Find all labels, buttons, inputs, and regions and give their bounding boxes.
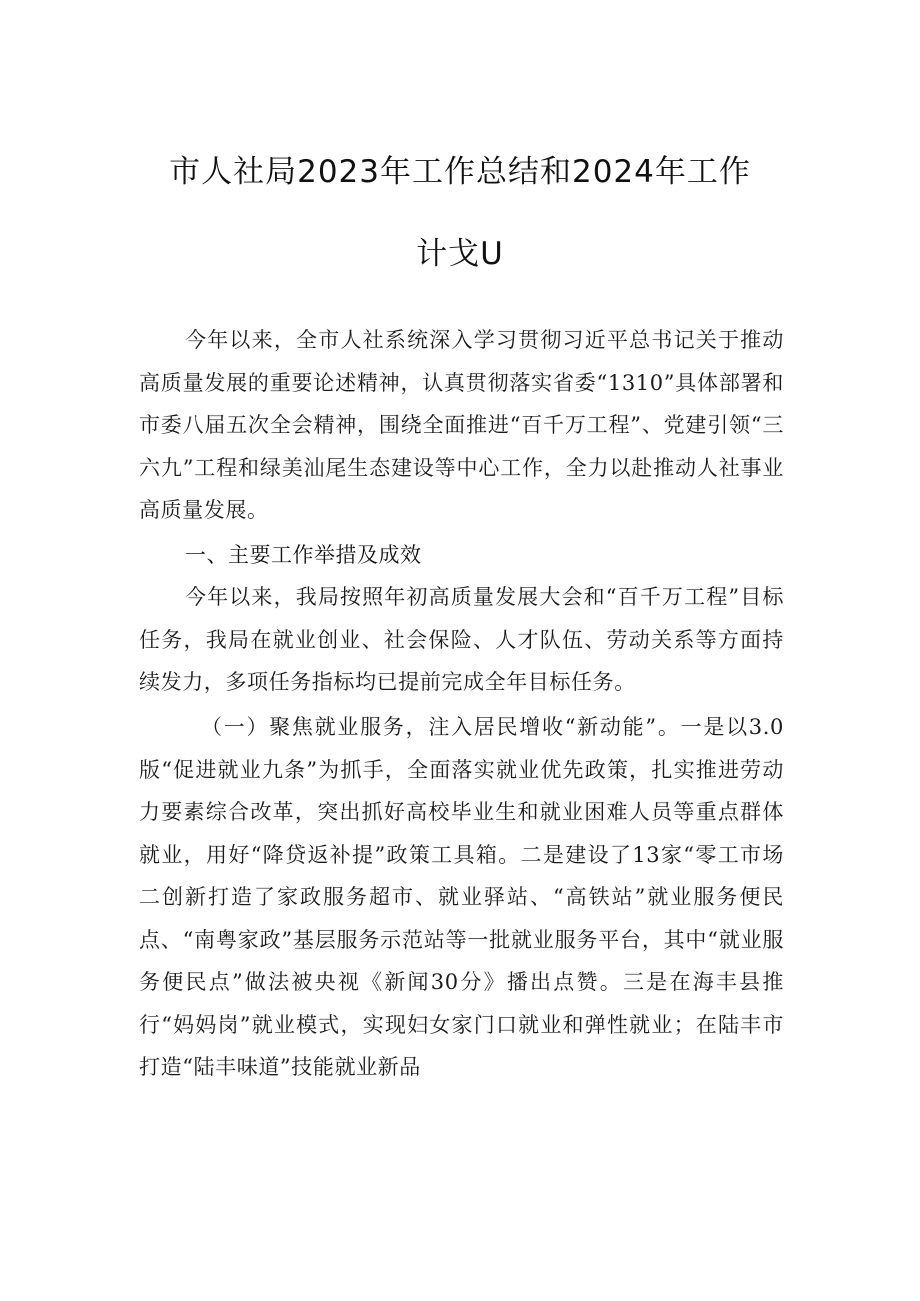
section-1-paragraph: 今年以来，我局按照年初高质量发展大会和“百千万工程”目标任务，我局在就业创业、社会保险、人才队伍、劳动关系等方面持续发力，多项任务指标均已提前完成全年目标任务。 xyxy=(139,585,784,694)
intro-paragraph-block xyxy=(139,319,784,532)
subsection-1-paragraph-block xyxy=(139,706,784,1089)
section-1-heading: 一、主要工作举措及成效 xyxy=(185,543,422,567)
document-title-line-2: 计戈U xyxy=(416,236,504,272)
intro-paragraph: 今年以来，全市人社系统深入学习贯彻习近平总书记关于推动高质量发展的重要论述精神，认真贯彻落实省委“1310”具体部署和市委八届五次全会精神，围绕全面推进“百千万工程”、党建引领“三六九”工程和绿美汕尾生态建设等中心工作，全力以赴推动人社事业高质量发展。 xyxy=(139,328,784,522)
subsection-1-paragraph: （一）聚焦就业服务，注入居民增收“新动能”。一是以3.0版“促进就业九条”为抓手，全面落实就业优先政策，扎实推进劳动力要素综合改革，突出抓好高校毕业生和就业困难人员等重点群体就业，用好“降贷返补提”政策工具箱。二是建设了13家“零工市场二创新打造了家政服务超市、就业驿站、“高铁站”就业服务便民点、“南粤家政”基层服务示范站等一批就业服务平台，其中“就业服务便民点”做法被央视《新闻30分》播出点赞。三是在海丰县推行“妈妈岗”就业模式，实现妇女家门口就业和弹性就业；在陆丰市打造“陆丰味道”技能就业新品 xyxy=(139,715,784,1079)
section-1-paragraph-block xyxy=(139,576,784,704)
document-title-line-1: 市人社局2023年工作总结和2024年工作 xyxy=(169,154,751,190)
